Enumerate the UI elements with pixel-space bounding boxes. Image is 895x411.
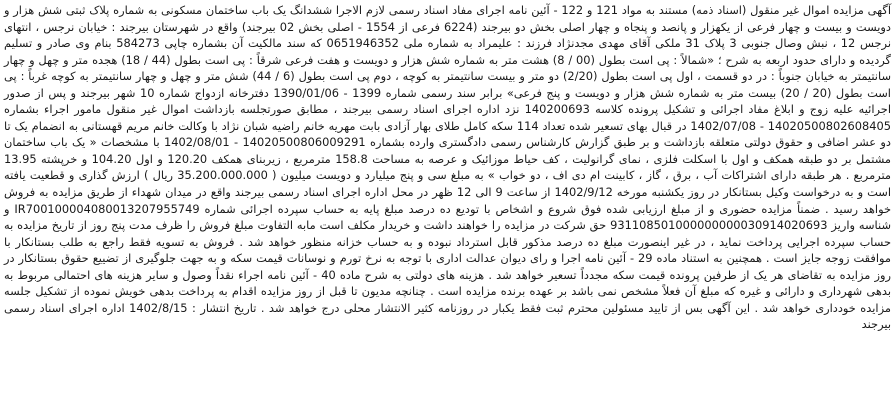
notice-body-text: آگهی مزایده اموال غیر منقول (اسناد ذمه) مستند به مواد 121 و 122 - آئین نامه اجرای مفاد اسناد رسمی لازم الاجرا ششدانگ یک باب ساختمان مسکونی به شماره پلاک ثبتی شش هزار و دویست و بیست و چهار فرعی از یکهزار و پانصد و پنجاه و چهار اصلی بخش دو بیرجند (6224 فرعی از 1554 - اصلی بخش 02 بیرجند) واقع در شهرستان بیرجند : خیابان نرجس ، انتهای نرجس 12 ، نبش وصال جنوبی 3 پلاک 31 ملکی آقای مهدی مجدنژاد فرزند : علیمراد به شماره ملی 0651946352 که سند مالکیت آن بشماره چاپی 584273 بنام وی صادر و تسلیم گردیده و دارای حدود اربعه به شرح ؛ «شمالاً : پی است بطول (00 / 8) هشت متر به شماره شش هزار و دویست و هفت فرعی شرقاً : پی است بطول (44 / 18) هجده متر و چهل و چهار سانتیمتر به خیابان جنوباً : در دو قسمت ، اول پی است بطول (2/20) دو متر و بیست سانتیمتر به کوچه ، دوم پی است بطول (6 / 44) شش متر و چهل و چهار سانتیمتر به کوچه غرباً : پی است بطول (20 / 20) بیست متر به شماره شش هزار و دویست و پنج فرعی» برابر سند رسمی شماره 1399 - 1390/01/06 دفترخانه ازدواج شماره 10 شهر بیرجند و پس از صدور اجرائیه علیه زوج و ابلاغ مفاد اجرائی و تشکیل پرونده کلاسه 140200693 نزد اداره اجرای اسناد رسمی بیرجند ، مطابق صورتجلسه بازداشت اموال غیر منقول مامور اجراء بشماره 14020500802608405 - 1402/07/08 در قبال بهای تسعیر شده تعداد 114 سکه کامل طلای بهار آزادی بابت مهریه خانم راضیه شبان نژاد با وکالت خانم مریم قهستانی به انضمام یک تا دو عشر اضافی و حقوق دولتی متعلقه بازداشت و بر طبق گزارش کارشناس رسمی دادگستری وارده بشماره 14020500806009291 - 1402/08/01 با مشخصات « یک باب ساختمان مشتمل بر دو طبقه همکف و اول با اسکلت فلزی ، نمای گرانولیت ، کف حیاط موزائیک و عرصه به مساحت 158.8 مترمربع ، زیربنای همکف 120.20 و اول 104.20 و خرپشته 13.95 مترمربع . هر طبقه دارای اشتراکات آب ، برق ، گاز ، کابینت ام دی اف ، دو خواب » به مبلغ سی و پنج میلیارد و دویست میلیون ( 35.200.000.000 ریال ) ارزش گذاری و قطعیت یافته است و به درخواست وکیل بستانکار در روز یکشنبه مورخه 1402/9/12 از ساعت 9 الی 12 ظهر در محل اداره اجرای اسناد رسمی بیرجند واقع در میدان شهداء از طریق مزایده به فروش خواهد رسید . ضمناً مزایده حضوری و از مبلغ ارزیابی شده فوق شروع و اشخاص با تودیع ده درصد مبلغ پایه به حساب سپرده اجرائی شماره IR700100004080013207955749 و شناسه واریز 931108501000000000030914020693 حق شرکت در مزایده را خواهند داشت و خریدار مکلف است مابه التفاوت مبلغ فروش را ظرف مدت پنج روز از تاریخ مزایده به حساب سپرده اجرایی پرداخت نماید ، در غیر اینصورت مبلغ ده درصد مذکور قابل استرداد نبوده و به حساب خزانه منظور خواهد شد . فروش به تسویه فقط راجع به طلب بستانکار با موافقت زوجه جایز است . همچنین به استناد ماده 29 - آئین نامه اجرا و رای دیوان عدالت اداری با توجه به نرخ تورم و نوسانات قیمت سکه و به جهت جلوگیری از تضییع حقوق بستانکار در روز مزایده به تقاضای هر یک از طرفین پرونده قیمت سکه مجدداً تسعیر خواهد شد . هزینه های دولتی به شرح ماده 40 - آئین نامه اجراء نقداً وصول و سایر هزینه های احتمالی مربوط به بدهی شهرداری و دارائی و غیره که مبلغ آن فعلاً مشخص نمی باشد بر عهده برنده مزایده است . چنانچه مدیون تا قبل از روز مزایده اقدام به پرداخت بدهی خویش نموده از تشکیل جلسه مزایده خودداری خواهد شد . این آگهی بس از تایید مسئولین محترم ثبت فقط یکبار در روزنامه کثیر الانتشار محلی درج خواهد شد . تاریخ انتشار : 1402/8/15 اداره اجرای اسناد رسمی بیرجند xyxy=(4,3,892,332)
